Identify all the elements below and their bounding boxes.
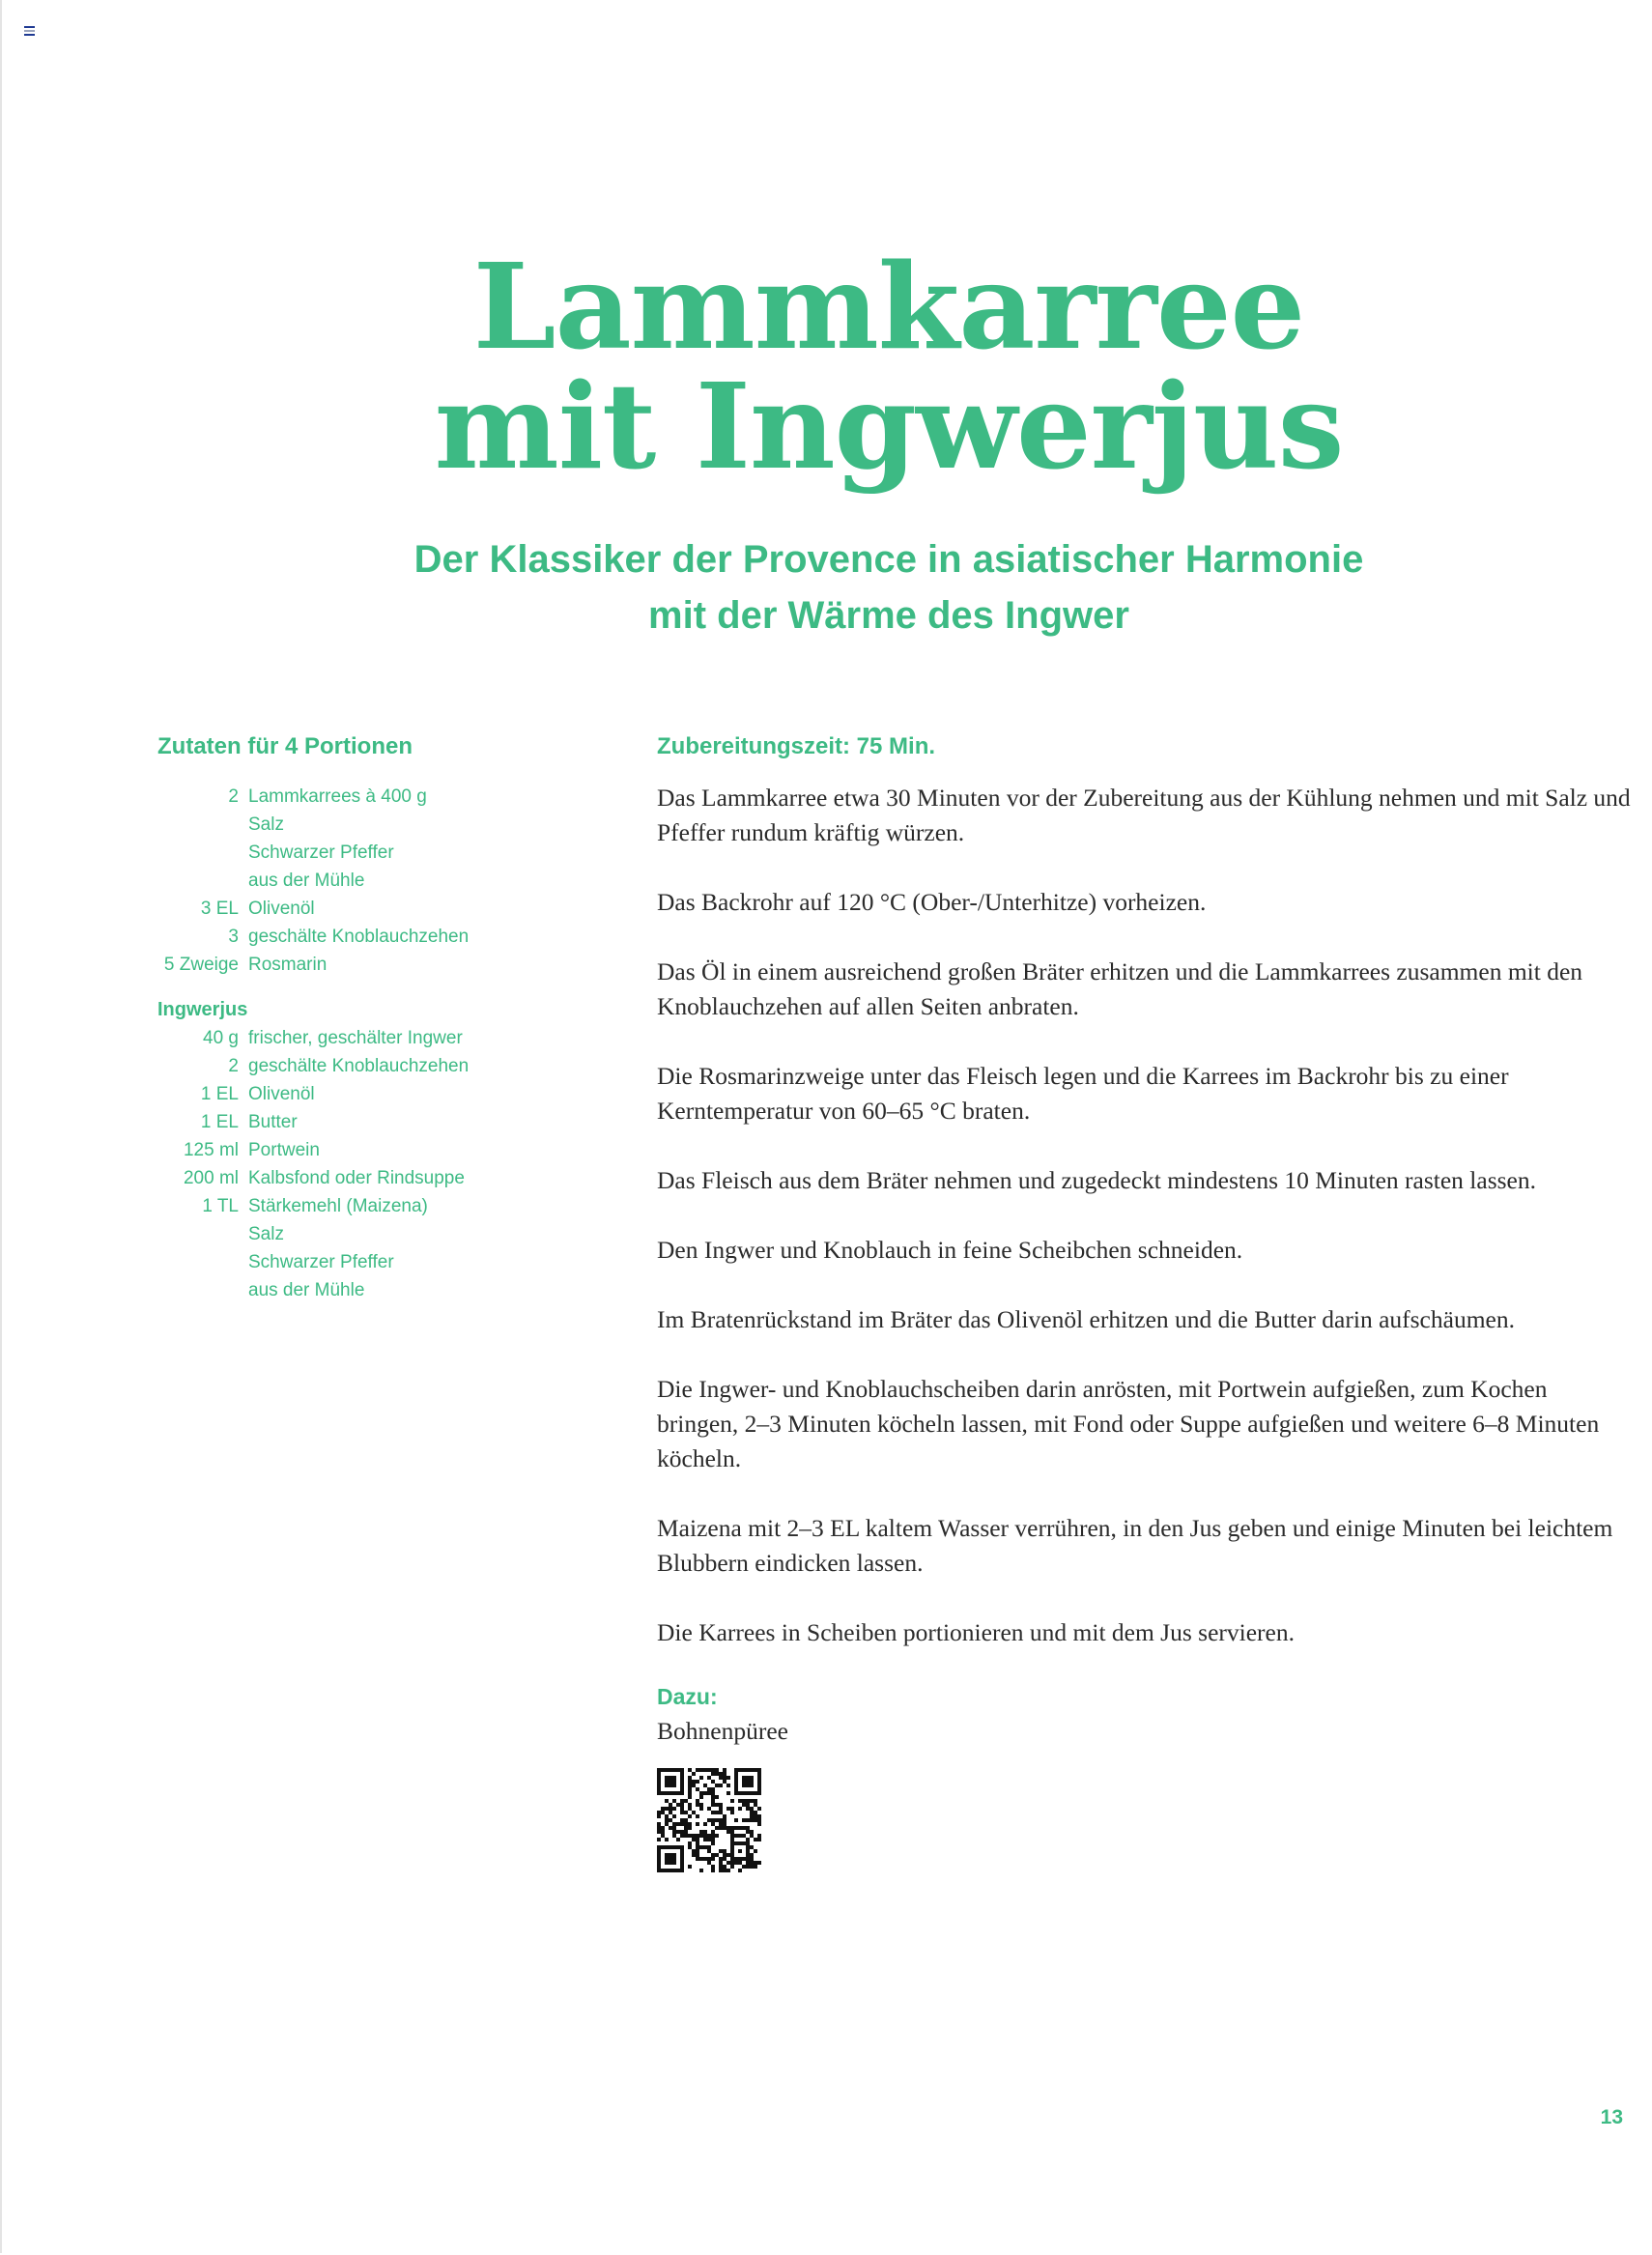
ingredient-row — [157, 923, 583, 951]
ingredient-name: geschälte Knoblauchzehen — [248, 1056, 470, 1076]
ingredient-qty: 3 EL — [200, 899, 239, 919]
ingredients-heading: Zutaten für 4 Portionen — [157, 733, 413, 759]
ingredient-row — [157, 1052, 583, 1080]
ingredients-column — [157, 732, 583, 1304]
ingredient-row — [157, 839, 583, 867]
ingredients-jus-list — [157, 1024, 583, 1304]
ingredient-row — [157, 1136, 583, 1164]
ingredient-name: frischer, geschälter Ingwer — [248, 1028, 463, 1048]
ingredient-row — [157, 783, 583, 811]
flag-icon — [24, 26, 35, 36]
ingredient-name: aus der Mühle — [248, 871, 365, 891]
serving-label: Dazu: — [657, 1684, 718, 1709]
ingredient-row — [157, 1220, 583, 1248]
preparation-step: Das Lammkarree etwa 30 Minuten vor der Zubereitung aus der Kühlung nehmen und mit Salz und Pfeffer rundum kräftig würzen. — [657, 784, 1631, 846]
ingredient-row — [157, 1080, 583, 1108]
preparation-step: Den Ingwer und Knoblauch in feine Scheibchen schneiden. — [657, 1236, 1243, 1264]
qr-code-icon[interactable] — [657, 1768, 761, 1872]
ingredients-main-list — [157, 783, 583, 979]
title-line-2: mit Ingwerjus — [434, 357, 1344, 496]
subtitle-line-1: Der Klassiker der Provence in asiatischer Harmonie — [413, 538, 1364, 581]
preparation-step: Das Fleisch aus dem Bräter nehmen und zugedeckt mindestens 10 Minuten rasten lassen. — [657, 1166, 1536, 1194]
ingredient-qty: 2 — [228, 786, 239, 807]
preparation-step: Die Ingwer- und Knoblauchscheiben darin anrösten, mit Portwein aufgießen, zum Kochen bringen, 2–3 Minuten köcheln lassen, mit Fond oder Suppe aufgießen und weitere 6–8 Minuten köcheln. — [657, 1375, 1600, 1472]
ingredient-row — [157, 1024, 583, 1052]
preparation-step: Das Backrohr auf 120 °C (Ober-/Unterhitze) vorheizen. — [657, 888, 1207, 916]
ingredient-name: Schwarzer Pfeffer — [248, 842, 394, 863]
ingredient-qty — [157, 1248, 248, 1276]
ingredient-qty — [157, 811, 248, 839]
ingredient-name: Salz — [248, 814, 284, 835]
ingredient-name: Olivenöl — [248, 1084, 315, 1104]
ingredient-qty: 200 ml — [183, 1168, 239, 1188]
ingredient-row — [157, 1276, 583, 1304]
preparation-steps — [657, 781, 1633, 1650]
ingredient-name: Lammkarrees à 400 g — [248, 786, 427, 807]
ingredient-row — [157, 867, 583, 895]
ingredient-name: Olivenöl — [248, 899, 315, 919]
preparation-step: Die Karrees in Scheiben portionieren und mit dem Jus servieren. — [657, 1618, 1295, 1646]
ingredient-qty: 1 TL — [202, 1196, 239, 1216]
ingredient-qty — [157, 867, 248, 895]
ingredient-name: Butter — [248, 1112, 298, 1132]
ingredient-qty: 1 EL — [200, 1112, 239, 1132]
ingredient-row — [157, 1192, 583, 1220]
ingredient-row — [157, 811, 583, 839]
subtitle-line-2: mit der Wärme des Ingwer — [648, 594, 1129, 637]
serving-value: Bohnenpüree — [657, 1717, 788, 1745]
ingredient-row — [157, 895, 583, 923]
ingredient-qty: 40 g — [203, 1028, 239, 1048]
ingredient-name: Portwein — [248, 1140, 320, 1160]
ingredient-name: Kalbsfond oder Rindsuppe — [248, 1168, 465, 1188]
preparation-step: Das Öl in einem ausreichend großen Bräter erhitzen und die Lammkarrees zusammen mit den Knoblauchzehen auf allen Seiten anbraten. — [657, 957, 1583, 1020]
recipe-subtitle — [0, 531, 1652, 643]
ingredient-qty: 1 EL — [200, 1084, 239, 1104]
recipe-title — [0, 237, 1652, 496]
ingredient-row — [157, 1164, 583, 1192]
ingwerjus-heading: Ingwerjus — [157, 999, 248, 1020]
ingredient-row — [157, 1248, 583, 1276]
ingredient-qty — [157, 839, 248, 867]
ingredient-row — [157, 1108, 583, 1136]
ingredient-qty — [157, 1220, 248, 1248]
preparation-column — [657, 732, 1633, 1876]
page-number: 13 — [1600, 2106, 1623, 2128]
ingredient-row — [157, 951, 583, 979]
ingredient-qty: 5 Zweige — [163, 955, 239, 975]
ingredient-qty: 2 — [228, 1056, 239, 1076]
ingredient-qty — [157, 1276, 248, 1304]
ingredient-name: aus der Mühle — [248, 1280, 365, 1300]
ingredient-name: Stärkemehl (Maizena) — [248, 1196, 428, 1216]
title-line-1: Lammkarree — [472, 237, 1305, 376]
ingredient-name: Schwarzer Pfeffer — [248, 1252, 394, 1272]
ingredient-name: Salz — [248, 1224, 284, 1244]
ingredient-qty: 3 — [228, 927, 239, 947]
ingredient-name: Rosmarin — [248, 955, 328, 975]
preparation-time: Zubereitungszeit: 75 Min. — [657, 733, 936, 759]
ingredient-name: geschälte Knoblauchzehen — [248, 927, 470, 947]
ingredient-qty: 125 ml — [183, 1140, 239, 1160]
preparation-step: Die Rosmarinzweige unter das Fleisch legen und die Karrees im Backrohr bis zu einer Kerntemperatur von 60–65 °C braten. — [657, 1062, 1509, 1125]
preparation-step: Maizena mit 2–3 EL kaltem Wasser verrühren, in den Jus geben und einige Minuten bei leichtem Blubbern eindicken lassen. — [657, 1514, 1613, 1577]
preparation-step: Im Bratenrückstand im Bräter das Olivenöl erhitzen und die Butter darin aufschäumen. — [657, 1305, 1515, 1333]
